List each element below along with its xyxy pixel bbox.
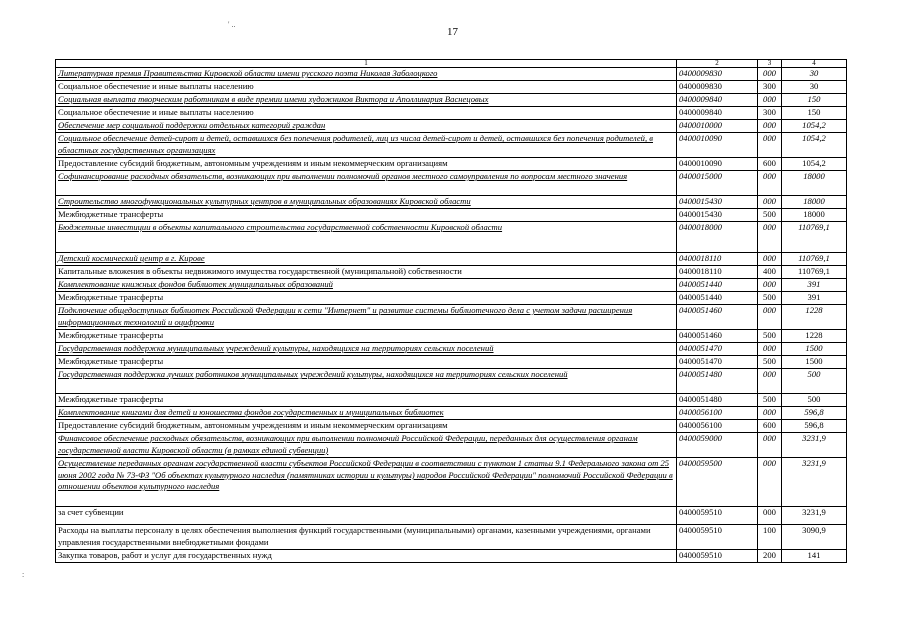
row-amount-cell: 3231,9 [782,458,847,507]
row-code-cell: 0400051440 [677,279,758,292]
row-amount-cell: 1500 [782,356,847,369]
row-amount-cell: 1054,2 [782,120,847,133]
row-amount-cell: 391 [782,279,847,292]
row-name-cell: Предоставление субсидий бюджетным, автономным учреждениям и иным некоммерческим организациям [56,158,677,171]
row-code-cell: 0400009840 [677,94,758,107]
row-amount-cell: 3231,9 [782,507,847,525]
row-expense-type-cell: 000 [758,507,782,525]
row-expense-type-cell: 500 [758,292,782,305]
row-expense-type-cell: 000 [758,343,782,356]
page-number: 17 [447,26,458,38]
row-amount-cell: 596,8 [782,420,847,433]
row-name-cell: Социальное обеспечение и иные выплаты населению [56,81,677,94]
row-amount-cell: 110769,1 [782,266,847,279]
column-header: 2 [677,60,758,68]
row-expense-type-cell: 500 [758,209,782,222]
table-row [56,120,847,133]
row-name-cell: Капитальные вложения в объекты недвижимого имущества государственной (муниципальной) собственности [56,266,677,279]
row-expense-type-cell: 000 [758,407,782,420]
row-expense-type-cell: 000 [758,253,782,266]
row-expense-type-cell: 000 [758,305,782,330]
row-expense-type-cell: 000 [758,433,782,458]
row-name-cell: Подключение общедоступных библиотек Российской Федерации к сети "Интернет" и развитие системы библиотечного дела с учетом задачи расширения информационных технологий и оцифровки [56,305,677,330]
row-expense-type-cell: 000 [758,133,782,158]
row-amount-cell: 1054,2 [782,133,847,158]
row-code-cell: 0400009830 [677,68,758,81]
scan-mark: : [22,570,25,579]
row-code-cell: 0400056100 [677,407,758,420]
row-name-cell: Комплектование книжных фондов библиотек муниципальных образований [56,279,677,292]
row-expense-type-cell: 200 [758,550,782,563]
row-name-cell: Социальная выплата творческим работникам в виде премии имени художников Виктора и Аполлинария Васнецовых [56,94,677,107]
row-code-cell: 0400009840 [677,107,758,120]
row-name-cell: Социальное обеспечение и иные выплаты населению [56,107,677,120]
row-amount-cell: 1228 [782,330,847,343]
row-code-cell: 0400010000 [677,120,758,133]
row-amount-cell: 596,8 [782,407,847,420]
row-code-cell: 0400010090 [677,158,758,171]
row-expense-type-cell: 000 [758,171,782,196]
row-code-cell: 0400015430 [677,196,758,209]
row-amount-cell: 500 [782,394,847,407]
row-code-cell: 0400015430 [677,209,758,222]
row-expense-type-cell: 000 [758,222,782,253]
row-expense-type-cell: 100 [758,525,782,550]
table-row [56,394,847,407]
table-row [56,458,847,507]
row-code-cell: 0400051470 [677,343,758,356]
row-name-cell: Межбюджетные трансферты [56,209,677,222]
row-amount-cell: 30 [782,68,847,81]
row-amount-cell: 30 [782,81,847,94]
row-name-cell: Закупка товаров, работ и услуг для государственных нужд [56,550,677,563]
table-row [56,266,847,279]
row-name-cell: Социальное обеспечение детей-сирот и детей, оставшихся без попечения родителей, лиц из числа детей-сирот и детей, оставшихся без попечения родителей, в областных государственных организациях [56,133,677,158]
row-name-cell: Межбюджетные трансферты [56,292,677,305]
row-amount-cell: 1228 [782,305,847,330]
table-row [56,81,847,94]
row-amount-cell: 1054,2 [782,158,847,171]
column-header: 4 [782,60,847,68]
row-code-cell: 0400059510 [677,550,758,563]
row-code-cell: 0400051460 [677,305,758,330]
row-name-cell: Расходы на выплаты персоналу в целях обеспечения выполнения функций государственными (муниципальными) органами, казенными учреждениями, органами управления государственными внебюджетными фондами [56,525,677,550]
table-row [56,305,847,330]
table-row [56,356,847,369]
row-expense-type-cell: 500 [758,394,782,407]
row-amount-cell: 1500 [782,343,847,356]
table-row [56,330,847,343]
row-name-cell: Детский космический центр в г. Кирове [56,253,677,266]
row-expense-type-cell: 000 [758,120,782,133]
row-expense-type-cell: 000 [758,458,782,507]
row-name-cell: Финансовое обеспечение расходных обязательств, возникающих при выполнении полномочий Российской Федерации, переданных для осуществления органам государственной власти Кировской области (в рамках единой субвенции) [56,433,677,458]
row-code-cell: 0400059500 [677,458,758,507]
budget-table [55,59,847,563]
scan-mark: ' .. [228,20,236,29]
column-header: 1 [56,60,677,68]
table-row [56,525,847,550]
row-amount-cell: 3231,9 [782,433,847,458]
row-expense-type-cell: 000 [758,279,782,292]
row-name-cell: Софинансирование расходных обязательств, возникающих при выполнении полномочий органов местного самоуправления по вопросам местного значения [56,171,677,196]
table-row [56,196,847,209]
row-expense-type-cell: 000 [758,196,782,209]
row-code-cell: 0400009830 [677,81,758,94]
row-amount-cell: 141 [782,550,847,563]
row-amount-cell: 150 [782,107,847,120]
table-row [56,209,847,222]
row-code-cell: 0400018110 [677,253,758,266]
row-expense-type-cell: 000 [758,68,782,81]
row-code-cell: 0400059510 [677,507,758,525]
row-name-cell: Бюджетные инвестиции в объекты капитального строительства государственной собственности Кировской области [56,222,677,253]
table-row [56,420,847,433]
row-expense-type-cell: 600 [758,420,782,433]
row-name-cell: Межбюджетные трансферты [56,356,677,369]
row-amount-cell: 18000 [782,196,847,209]
column-header: 3 [758,60,782,68]
row-expense-type-cell: 000 [758,369,782,394]
row-amount-cell: 18000 [782,209,847,222]
table-row [56,550,847,563]
row-name-cell: за счет субвенции [56,507,677,525]
row-code-cell: 0400056100 [677,420,758,433]
row-name-cell: Межбюджетные трансферты [56,330,677,343]
row-amount-cell: 391 [782,292,847,305]
row-name-cell: Государственная поддержка лучших работников муниципальных учреждений культуры, находящихся на территориях сельских поселений [56,369,677,394]
table-row [56,222,847,253]
table-row [56,68,847,81]
table-row [56,94,847,107]
row-name-cell: Осуществление переданных органам государственной власти субъектов Российской Федерации в соответствии с пунктом 1 статьи 9.1 Федерального закона от 25 июня 2002 года № 73-ФЗ "Об объектах культурного наследия (памятниках истории и культуры) народов Российской Федерации" полномочий Российской Федерации в отношении объектов культурного наследия [56,458,677,507]
row-expense-type-cell: 300 [758,107,782,120]
row-expense-type-cell: 500 [758,356,782,369]
row-code-cell: 0400018000 [677,222,758,253]
row-name-cell: Комплектование книгами для детей и юношества фондов государственных и муниципальных библиотек [56,407,677,420]
table-row [56,433,847,458]
row-expense-type-cell: 500 [758,330,782,343]
row-amount-cell: 3090,9 [782,525,847,550]
row-amount-cell: 18000 [782,171,847,196]
row-name-cell: Предоставление субсидий бюджетным, автономным учреждениям и иным некоммерческим организациям [56,420,677,433]
table-row [56,369,847,394]
table-row [56,253,847,266]
table-row [56,158,847,171]
row-code-cell: 0400051470 [677,356,758,369]
table-row [56,407,847,420]
table-row [56,292,847,305]
row-amount-cell: 500 [782,369,847,394]
row-code-cell: 0400018110 [677,266,758,279]
table-row [56,171,847,196]
row-code-cell: 0400051480 [677,369,758,394]
table-header-row [56,60,847,68]
row-code-cell: 0400051480 [677,394,758,407]
row-amount-cell: 110769,1 [782,222,847,253]
table-row [56,507,847,525]
row-code-cell: 0400015000 [677,171,758,196]
row-code-cell: 0400059000 [677,433,758,458]
row-code-cell: 0400051460 [677,330,758,343]
table-row [56,133,847,158]
row-expense-type-cell: 600 [758,158,782,171]
row-expense-type-cell: 300 [758,81,782,94]
table-row [56,279,847,292]
row-name-cell: Литературная премия Правительства Кировской области имени русского поэта Николая Заболоцкого [56,68,677,81]
row-code-cell: 0400010090 [677,133,758,158]
row-name-cell: Обеспечение мер социальной поддержки отдельных категорий граждан [56,120,677,133]
row-amount-cell: 150 [782,94,847,107]
row-code-cell: 0400059510 [677,525,758,550]
table-row [56,107,847,120]
row-expense-type-cell: 400 [758,266,782,279]
row-code-cell: 0400051440 [677,292,758,305]
table-row [56,343,847,356]
row-name-cell: Государственная поддержка муниципальных учреждений культуры, находящихся на территориях сельских поселений [56,343,677,356]
row-name-cell: Строительство многофункциональных культурных центров в муниципальных образованиях Кировской области [56,196,677,209]
row-amount-cell: 110769,1 [782,253,847,266]
row-expense-type-cell: 000 [758,94,782,107]
row-name-cell: Межбюджетные трансферты [56,394,677,407]
